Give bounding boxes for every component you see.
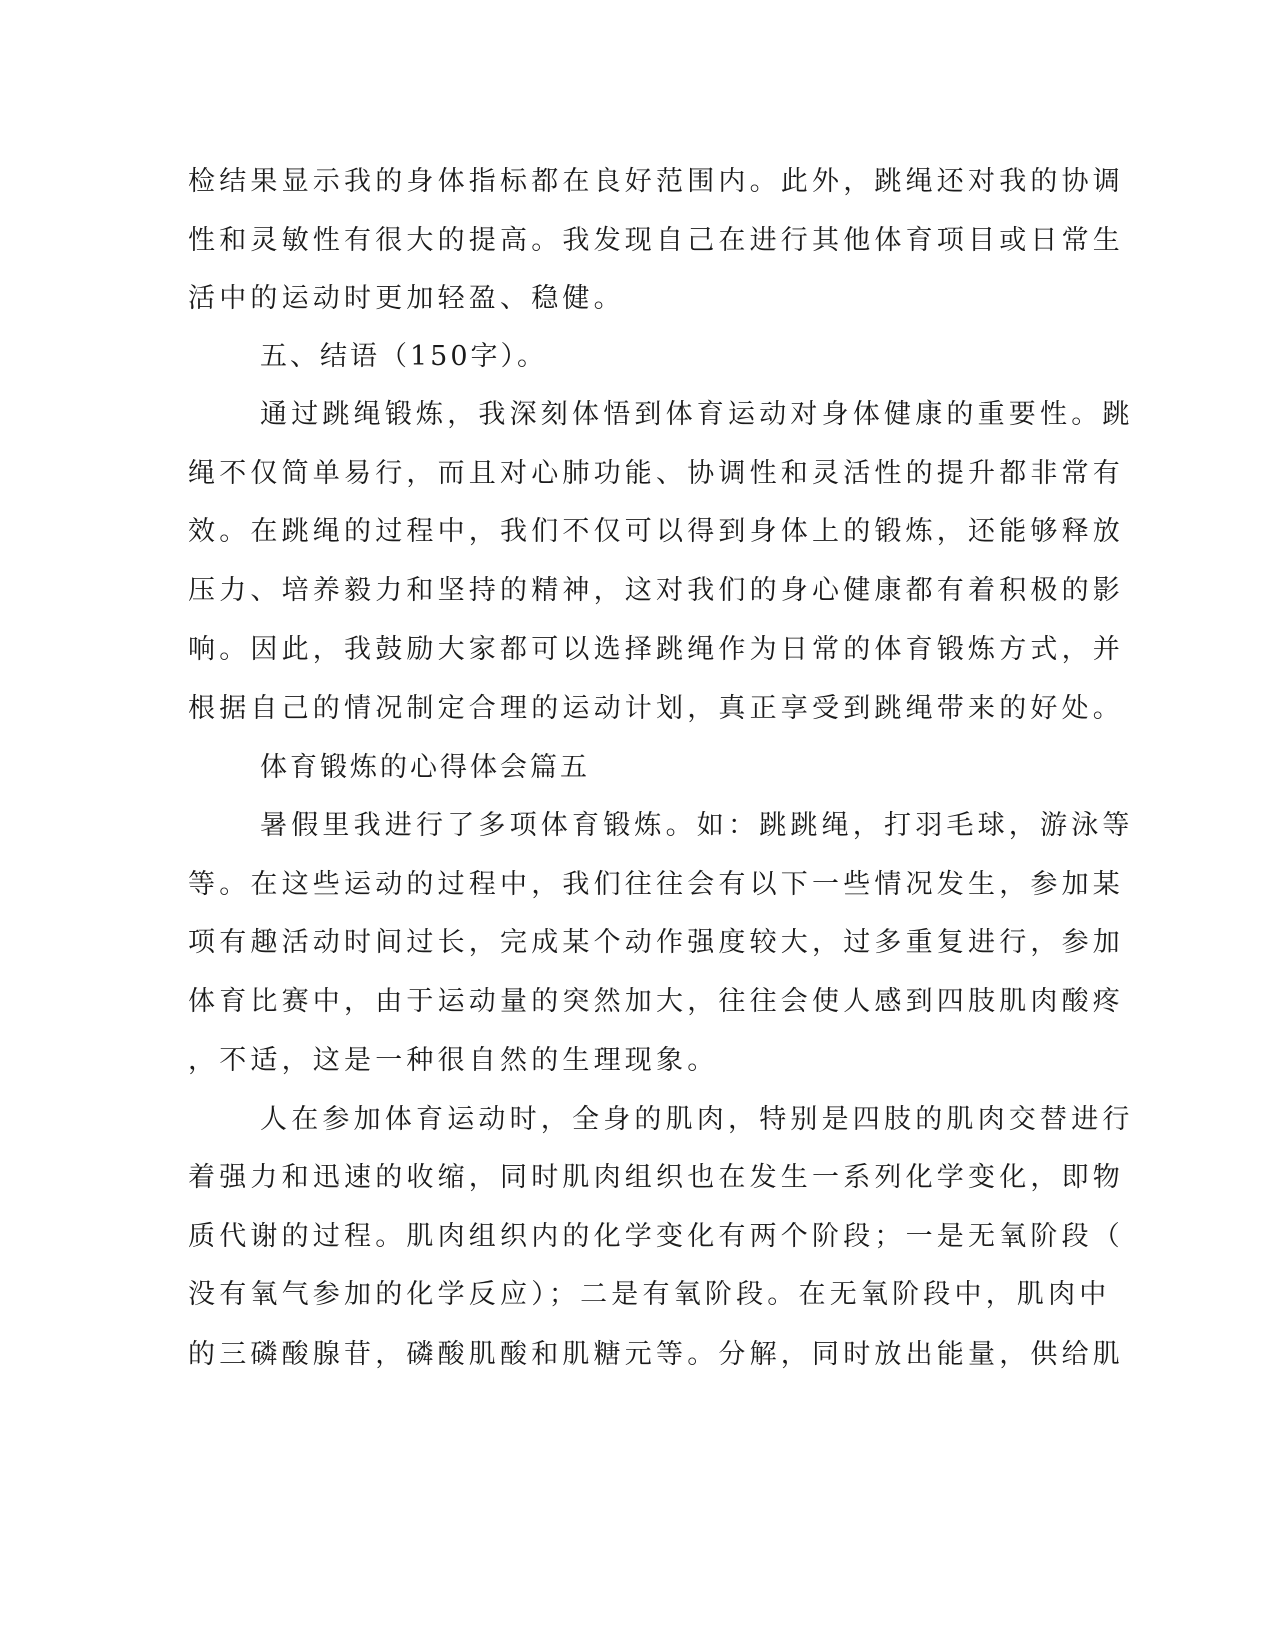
text-line: 项有趣活动时间过长，完成某个动作强度较大，过多重复进行，参加 (188, 927, 1124, 958)
text-line: 没有氧气参加的化学反应）；二是有氧阶段。在无氧阶段中，肌肉中 (188, 1279, 1111, 1310)
section-heading: 五、结语（150字）。 (260, 341, 548, 372)
text-line: 体育比赛中，由于运动量的突然加大，往往会使人感到四肢肌肉酸疼 (188, 986, 1124, 1017)
text-line: 质代谢的过程。肌肉组织内的化学变化有两个阶段；一是无氧阶段（ (188, 1221, 1124, 1252)
text-line: 根据自己的情况制定合理的运动计划，真正享受到跳绳带来的好处。 (188, 693, 1124, 724)
text-line: 着强力和迅速的收缩，同时肌肉组织也在发生一系列化学变化，即物 (188, 1162, 1124, 1193)
text-line: 效。在跳绳的过程中，我们不仅可以得到身体上的锻炼，还能够释放 (188, 516, 1124, 547)
text-line: 通过跳绳锻炼，我深刻体悟到体育运动对身体健康的重要性。跳 (260, 399, 1134, 430)
text-line: 绳不仅简单易行，而且对心肺功能、协调性和灵活性的提升都非常有 (188, 458, 1124, 489)
text-line: 暑假里我进行了多项体育锻炼。如：跳跳绳，打羽毛球，游泳等 (260, 810, 1134, 841)
text-line: 压力、培养毅力和坚持的精神，这对我们的身心健康都有着积极的影 (188, 575, 1124, 606)
text-line: ，不适，这是一种很自然的生理现象。 (188, 1045, 719, 1076)
text-line: 检结果显示我的身体指标都在良好范围内。此外，跳绳还对我的协调 (188, 166, 1124, 197)
text-line: 响。因此，我鼓励大家都可以选择跳绳作为日常的体育锻炼方式，并 (188, 634, 1124, 665)
text-line: 活中的运动时更加轻盈、稳健。 (188, 283, 625, 314)
text-line: 的三磷酸腺苷，磷酸肌酸和肌糖元等。分解，同时放出能量，供给肌 (188, 1339, 1124, 1370)
text-line: 等。在这些运动的过程中，我们往往会有以下一些情况发生，参加某 (188, 869, 1124, 900)
chapter-title: 体育锻炼的心得体会篇五 (260, 752, 590, 783)
text-line: 人在参加体育运动时，全身的肌肉，特别是四肢的肌肉交替进行 (260, 1104, 1134, 1135)
text-line: 性和灵敏性有很大的提高。我发现自己在进行其他体育项目或日常生 (188, 225, 1124, 256)
